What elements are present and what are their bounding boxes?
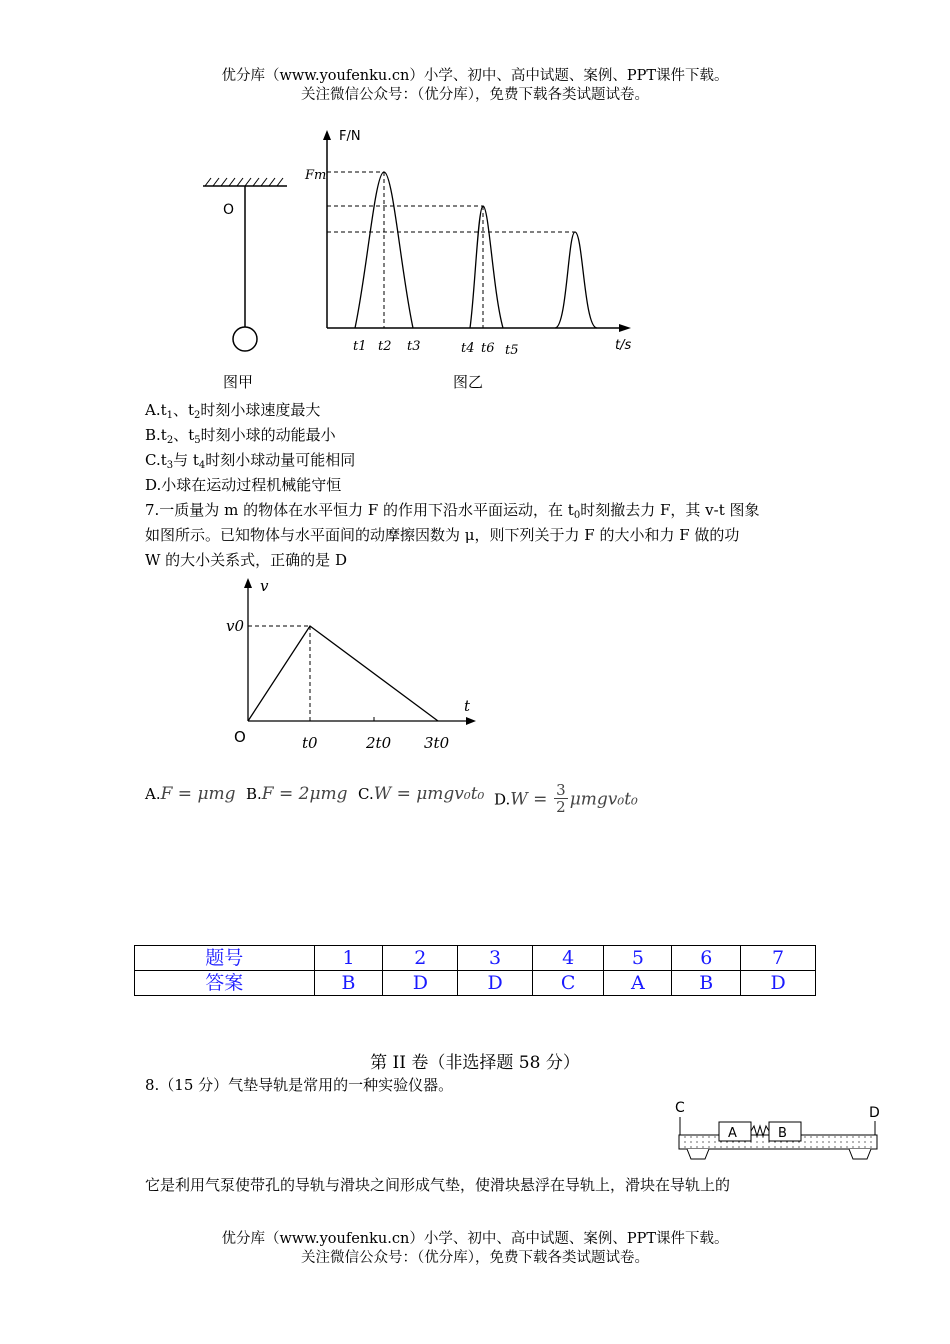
tick-t5: t5 (505, 343, 519, 358)
header-line-1: 优分库（www.youfenku.cn）小学、初中、高中试题、案例、PPT课件下载。 (221, 68, 729, 84)
q8-line-1: 8.（15 分）气垫导轨是常用的一种实验仪器。 (145, 1076, 454, 1094)
table-cell: 3 (458, 946, 533, 971)
ball (233, 327, 257, 351)
caption-right: 图乙 (453, 373, 484, 391)
table-cell: 2 (383, 946, 458, 971)
block-a-label: A (728, 1126, 737, 1141)
q7-stem-line-1: 7.一质量为 m 的物体在水平恒力 F 的作用下沿水平面运动，在 $t_0$时刻撤去力 F，其 v-t 图象 (145, 501, 760, 521)
tick-t0: t0 (302, 734, 318, 752)
q7-option-c: C.W = μmgv₀t₀ (358, 784, 485, 804)
table-cell: C (532, 971, 604, 996)
table-cell: 4 (532, 946, 604, 971)
caption-left: 图甲 (223, 373, 254, 391)
t-axis-label: t (464, 697, 471, 715)
v0-label: v0 (226, 617, 245, 635)
table-cell: B (672, 971, 741, 996)
footer-line-1: 优分库（www.youfenku.cn）小学、初中、高中试题、案例、PPT课件下载。 (221, 1231, 729, 1247)
v-axis-label: v (260, 577, 269, 595)
q7-option-d: D.W = $\frac{3}{2}$ μmgv₀t₀ (494, 781, 638, 816)
tick-3t0: 3t0 (424, 734, 450, 752)
table-row-question-numbers (135, 946, 816, 971)
pivot-label: O (223, 202, 235, 218)
q7-option-b: B.F = 2μmg (246, 784, 348, 804)
q7-stem-line-2: 如图所示。已知物体与水平面间的动摩擦因数为 μ，则下列关于力 F 的大小和力 F 做的功 (145, 526, 740, 544)
q6-option-d: D.小球在运动过程机械能守恒 (145, 476, 342, 494)
figure-air-track (665, 1095, 895, 1167)
tick-t1: t1 (353, 339, 367, 354)
figure-pendulum-force-graph (195, 122, 645, 397)
table-cell: 答案 (135, 971, 315, 996)
table-cell: 题号 (135, 946, 315, 971)
tick-2t0: 2t0 (366, 734, 392, 752)
table-row-answers (135, 971, 816, 996)
q6-option-a: $A.t_1$、$t_2$时刻小球速度最大 (145, 401, 321, 421)
x-axis-label: t/s (615, 338, 632, 353)
track-end-d: D (869, 1105, 880, 1121)
origin-label: O (234, 728, 246, 746)
track-end-c: C (675, 1100, 685, 1116)
answer-table (134, 945, 816, 996)
table-cell: A (604, 971, 672, 996)
table-cell: D (458, 971, 533, 996)
section-title: 第 II 卷（非选择题 58 分） (370, 1053, 580, 1073)
fm-label: Fm (305, 168, 327, 183)
fraction-numerator: 3 (556, 781, 566, 799)
q7-stem-line-3: W 的大小关系式，正确的是 D (145, 551, 347, 569)
table-cell: 6 (672, 946, 741, 971)
table-cell: 7 (741, 946, 816, 971)
footer-line-2: 关注微信公众号：（优分库），免费下载各类试题试卷。 (301, 1250, 649, 1266)
fraction-denominator: 2 (556, 798, 566, 816)
header-line-2: 关注微信公众号：（优分库），免费下载各类试题试卷。 (301, 87, 649, 103)
tick-t4: t4 (461, 341, 475, 356)
table-cell: 5 (604, 946, 672, 971)
tick-t2: t2 (378, 339, 392, 354)
figure-vt-graph (220, 574, 490, 759)
table-cell: D (741, 971, 816, 996)
q6-option-b: $B.t_2$、$t_5$时刻小球的动能最小 (145, 426, 336, 446)
tick-t3: t3 (407, 339, 421, 354)
q7-option-a: A.F = μmg (145, 784, 236, 804)
q6-option-c: $C.t_3$与 $t_4$时刻小球动量可能相同 (145, 451, 356, 471)
y-axis-label: F/N (339, 129, 361, 144)
q8-line-2: 它是利用气泵使带孔的导轨与滑块之间形成气垫，使滑块悬浮在导轨上，滑块在导轨上的 (145, 1176, 731, 1194)
tick-t6: t6 (481, 341, 495, 356)
table-cell: D (383, 971, 458, 996)
table-cell: 1 (314, 946, 383, 971)
block-b-label: B (778, 1126, 787, 1141)
table-cell: B (314, 971, 383, 996)
